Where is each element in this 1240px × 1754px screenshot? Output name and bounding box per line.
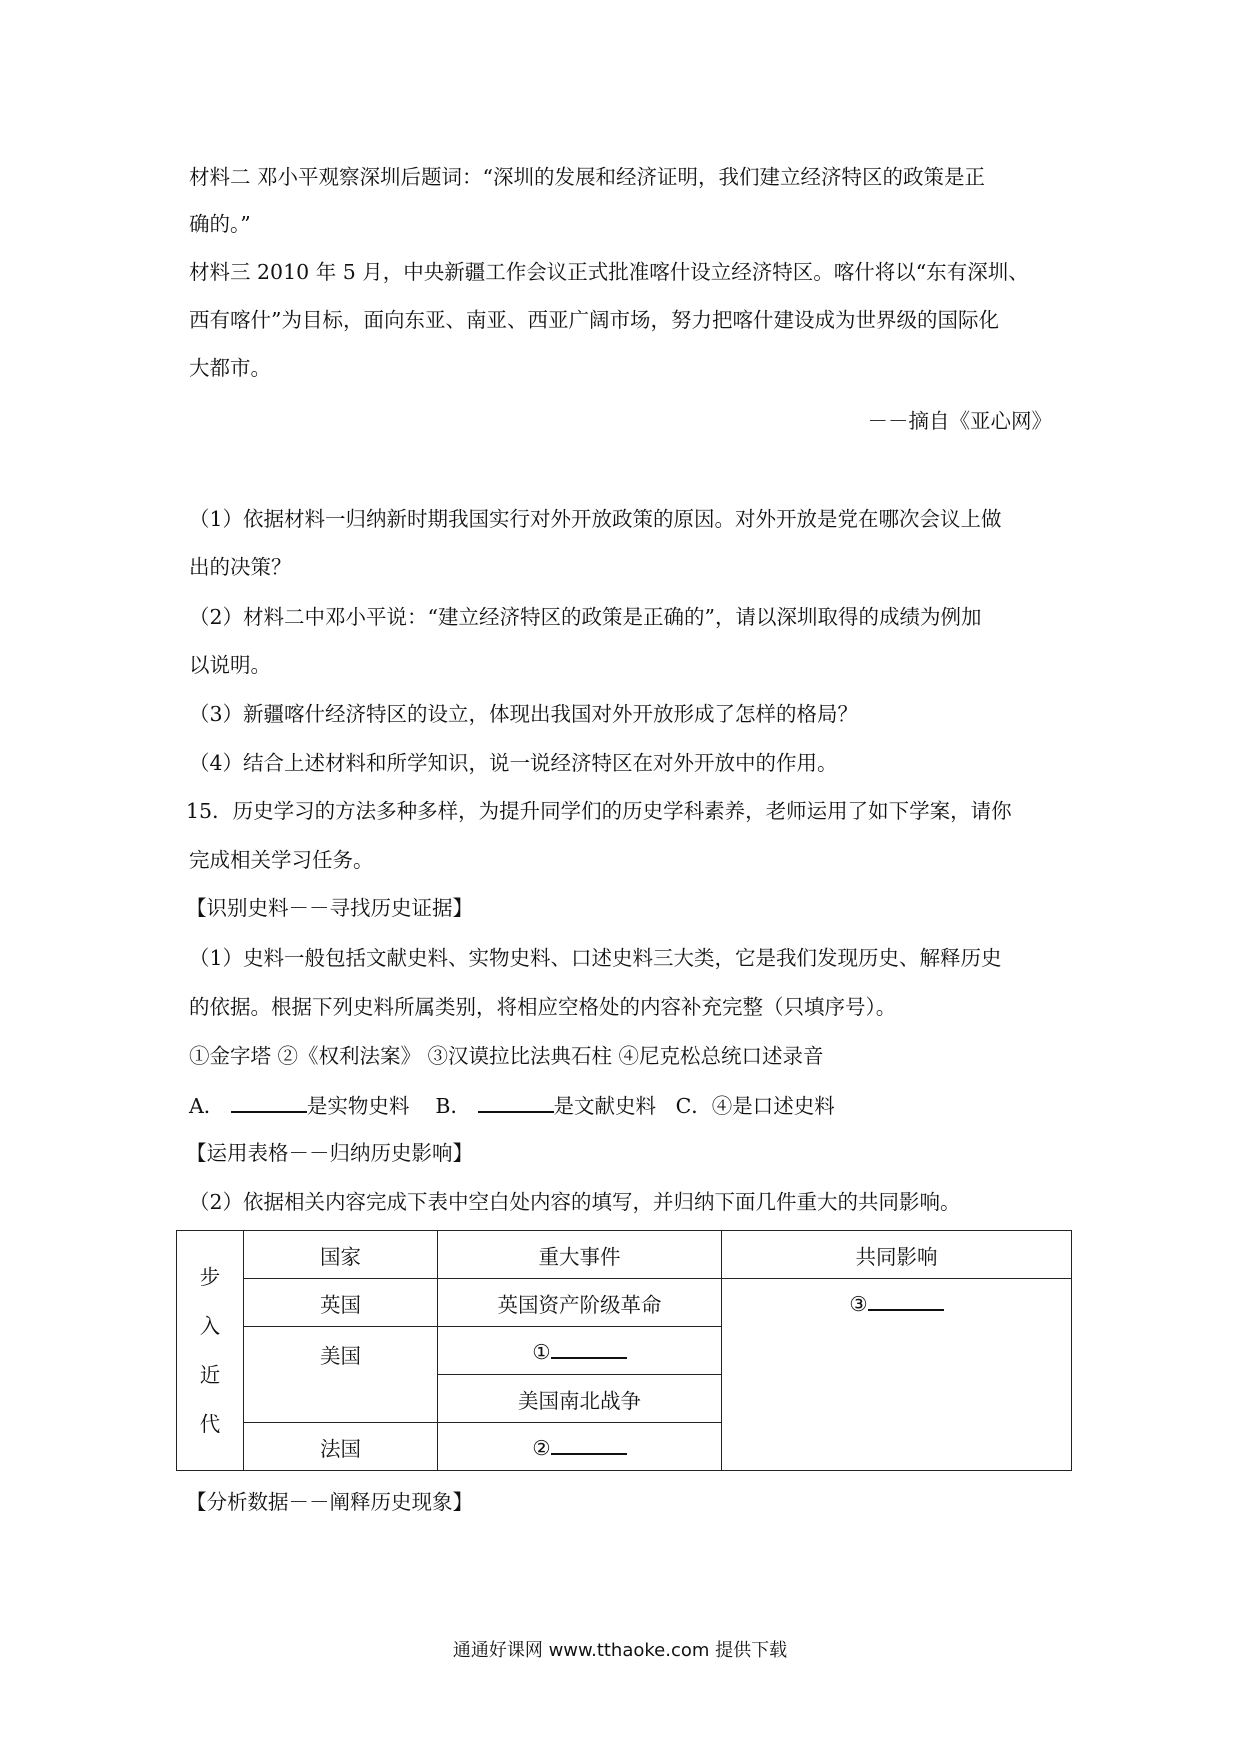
q14-2-line1: （2）材料二中邓小平说：“建立经济特区的政策是正确的”，请以深圳取得的成绩为例加 (189, 605, 982, 629)
q14-1-line2: 出的决策？ (189, 555, 292, 579)
us-event-blank[interactable] (551, 1337, 627, 1359)
impact-blank-number: ③ (849, 1292, 868, 1316)
country-us: 美国 (244, 1327, 438, 1423)
material3-source: －－摘自《亚心网》 (867, 409, 1052, 433)
history-table (176, 1230, 1072, 1471)
material3-line2: 西有喀什”为目标，面向东亚、南亚、西亚广阔市场，努力把喀什建设成为世界级的国际化 (189, 308, 999, 332)
q14-1-line1: （1）依据材料一归纳新时期我国实行对外开放政策的原因。对外开放是党在哪次会议上做 (189, 507, 1002, 531)
impact-blank[interactable] (868, 1289, 944, 1311)
q14-2-line2: 以说明。 (189, 653, 271, 677)
material2-line1: 材料二 邓小平观察深圳后题词：“深圳的发展和经济证明，我们建立经济特区的政策是正 (189, 165, 985, 189)
fill-b-label: B． (435, 1094, 471, 1118)
step-char: 入 (199, 1313, 221, 1338)
event-us-1 (438, 1327, 722, 1375)
source-items: ①金字塔 ②《权利法案》 ③汉谟拉比法典石柱 ④尼克松总统口述录音 (189, 1044, 824, 1068)
section-analyze-data: 【分析数据－－阐释历史现象】 (186, 1490, 473, 1514)
footer-credit: 通通好课网 www.tthaoke.com 提供下载 (452, 1640, 788, 1661)
fr-event-blank[interactable] (551, 1433, 627, 1455)
material3-line1: 材料三 2010 年 5 月，中央新疆工作会议正式批准喀什设立经济特区。喀什将以“东有深圳、 (189, 260, 1029, 284)
header-impact: 共同影响 (722, 1231, 1072, 1279)
event-us-2: 美国南北战争 (438, 1375, 722, 1423)
section-use-tables: 【运用表格－－归纳历史影响】 (186, 1141, 473, 1165)
step-char: 近 (199, 1362, 221, 1387)
fr-blank-number: ② (532, 1436, 551, 1460)
country-uk: 英国 (244, 1279, 438, 1327)
event-fr (438, 1423, 722, 1471)
q15-intro-line2: 完成相关学习任务。 (189, 848, 374, 872)
q14-4: （4）结合上述材料和所学知识，说一说经济特区在对外开放中的作用。 (189, 751, 838, 775)
step-char: 代 (199, 1411, 221, 1436)
fill-b-tail: 是文献史料 (553, 1094, 657, 1118)
fill-b-blank[interactable] (478, 1091, 554, 1113)
section-identify-sources: 【识别史料－－寻找历史证据】 (186, 896, 473, 920)
fill-a-tail: 是实物史料 (306, 1094, 410, 1118)
us-blank-number: ① (532, 1340, 551, 1364)
fill-c-text: C．④是口述史料 (675, 1094, 835, 1118)
q15-2: （2）依据相关内容完成下表中空白处内容的填写，并归纳下面几件重大的共同影响。 (189, 1190, 961, 1214)
event-uk: 英国资产阶级革命 (438, 1279, 722, 1327)
step-column (177, 1231, 244, 1471)
step-char: 步 (199, 1264, 221, 1289)
q15-1-line1: （1）史料一般包括文献史料、实物史料、口述史料三大类，它是我们发现历史、解释历史 (189, 946, 1002, 970)
material3-line3: 大都市。 (189, 356, 271, 380)
fill-a-label: A． (189, 1094, 225, 1118)
impact-cell (722, 1279, 1072, 1471)
country-fr: 法国 (244, 1423, 438, 1471)
q14-3: （3）新疆喀什经济特区的设立，体现出我国对外开放形成了怎样的格局？ (189, 702, 859, 726)
header-country: 国家 (244, 1231, 438, 1279)
header-event: 重大事件 (438, 1231, 722, 1279)
q15-intro-line1: 15．历史学习的方法多种多样，为提升同学们的历史学科素养，老师运用了如下学案，请你 (186, 799, 1012, 823)
fill-in-line (189, 1091, 835, 1120)
fill-a-blank[interactable] (231, 1091, 307, 1113)
material2-line2: 确的。” (189, 212, 251, 236)
q15-1-line2: 的依据。根据下列史料所属类别，将相应空格处的内容补充完整（只填序号）。 (189, 995, 897, 1019)
